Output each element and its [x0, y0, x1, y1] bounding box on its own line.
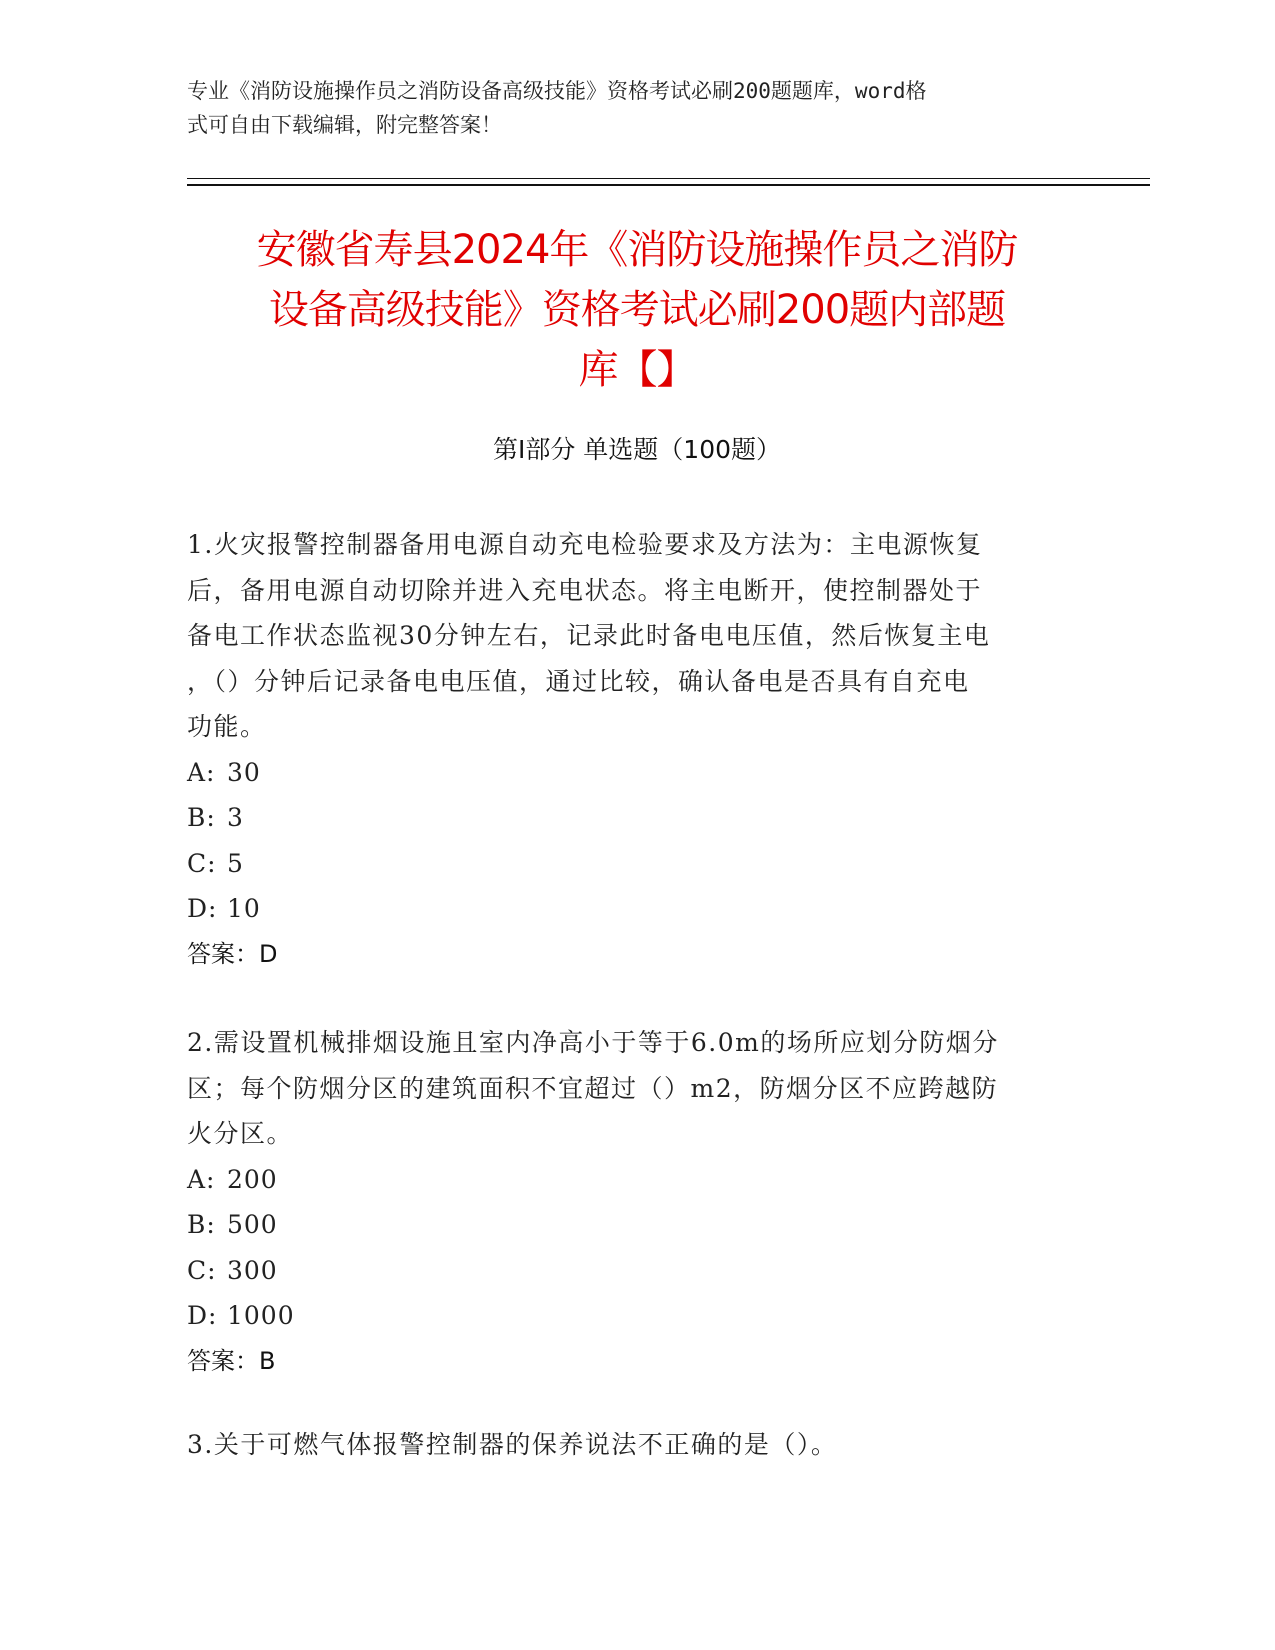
answer-line: 答案：B	[187, 1346, 276, 1375]
section-heading: 第Ⅰ部分 单选题（100题）	[492, 435, 782, 464]
question-block	[187, 522, 1067, 977]
option-text: 1000	[227, 1301, 295, 1330]
answer-line: 答案：D	[187, 939, 278, 968]
option-text: 3	[227, 803, 244, 832]
question-line: 1.火灾报警控制器备用电源自动充电检验要求及方法为：主电源恢复	[187, 530, 983, 559]
question-line: 后，备用电源自动切除并进入充电状态。将主电断开，使控制器处于	[187, 575, 983, 605]
option-text: 500	[227, 1210, 278, 1239]
document-title	[187, 220, 1087, 400]
option-text: 200	[227, 1164, 278, 1194]
question-block	[187, 1422, 1067, 1468]
option-label: D:	[187, 894, 218, 923]
option-text: 30	[227, 757, 261, 787]
option-label: C:	[187, 1255, 217, 1285]
header-note	[187, 74, 1067, 142]
question-line: 功能。	[187, 712, 267, 741]
option-label: A:	[187, 757, 216, 787]
question-line: ，（）分钟后记录备电电压值，通过比较，确认备电是否具有自充电	[187, 666, 970, 696]
header-note-line: 式可自由下载编辑，附完整答案！	[187, 113, 502, 137]
option-b	[187, 795, 1067, 841]
option-label: D:	[187, 1301, 218, 1330]
question-block	[187, 1020, 1067, 1384]
option-b	[187, 1202, 1067, 1248]
option-c	[187, 1248, 1067, 1294]
title-line: 库【】	[578, 347, 696, 393]
option-label: A:	[187, 1164, 216, 1194]
option-d	[187, 886, 1067, 932]
header-note-line: 专业《消防设施操作员之消防设备高级技能》资格考试必刷200题题库，word格	[187, 79, 927, 103]
option-label: B:	[187, 1210, 216, 1239]
option-a	[187, 1157, 1067, 1203]
question-line: 2.需设置机械排烟设施且室内净高小于等于6.0m的场所应划分防烟分	[187, 1028, 999, 1057]
option-a	[187, 750, 1067, 796]
question-line: 备电工作状态监视30分钟左右，记录此时备电电压值，然后恢复主电	[187, 621, 991, 650]
question-line: 区；每个防烟分区的建筑面积不宜超过（）m2，防烟分区不应跨越防	[187, 1073, 999, 1103]
option-c	[187, 841, 1067, 887]
question-line: 火分区。	[187, 1119, 294, 1148]
title-line: 设备高级技能》资格考试必刷200题内部题	[268, 287, 1006, 333]
header-divider	[187, 184, 1150, 186]
option-label: B:	[187, 803, 216, 832]
header-divider	[187, 178, 1150, 179]
option-text: 10	[227, 894, 261, 923]
option-text: 300	[227, 1255, 278, 1285]
option-d	[187, 1293, 1067, 1339]
title-line: 安徽省寿县2024年《消防设施操作员之消防	[256, 227, 1018, 273]
option-text: 5	[227, 848, 244, 878]
question-line: 3.关于可燃气体报警控制器的保养说法不正确的是（）。	[187, 1430, 838, 1459]
option-label: C:	[187, 848, 217, 878]
